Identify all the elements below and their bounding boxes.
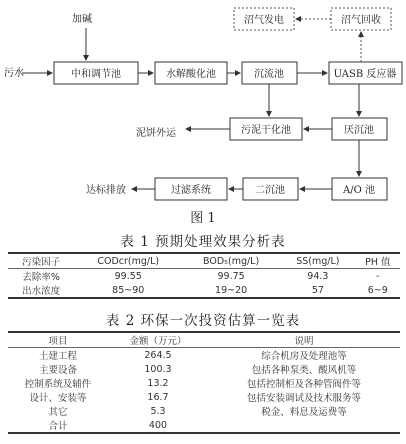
anaerobic-settling-node <box>332 118 387 140</box>
table-row <box>8 283 400 298</box>
table-row <box>8 269 400 284</box>
column-header: CODcr(mg/L) <box>74 253 182 269</box>
table-cell: 其它 <box>48 407 68 418</box>
table-cell: 控制系统及辅件 <box>24 379 92 390</box>
table-cell: 设计、安装等 <box>29 393 87 404</box>
table-cell: 100.3 <box>144 363 172 375</box>
table-row <box>8 362 400 376</box>
table-cell: 99.55 <box>114 270 142 282</box>
table-cell <box>208 418 400 433</box>
column-header: 金额（万元） <box>108 332 208 348</box>
column-header: 污染因子 <box>8 253 74 269</box>
table-cell: 出水浓度 <box>22 286 61 297</box>
sludge-drying-node <box>230 118 302 140</box>
table-row <box>8 404 400 418</box>
biogas-recovery-node <box>331 8 391 30</box>
table-row <box>8 348 400 363</box>
table-cell: 主要设备 <box>38 365 77 376</box>
svg-text:水解酸化池: 水解酸化池 <box>166 69 216 80</box>
table-cell: 税金、料息及运费等 <box>261 407 347 418</box>
svg-text:二沉池: 二沉池 <box>255 185 285 196</box>
alkali-label: 加碱 <box>72 14 92 25</box>
svg-text:沼气发电: 沼气发电 <box>244 15 284 26</box>
table-cell: 包括安装调试及技术服务等 <box>246 393 361 404</box>
uasb-reactor-node <box>329 62 402 84</box>
column-header: SS(mg/L) <box>280 253 356 269</box>
table-cell: 包括控制柜及各种管阀件等 <box>246 379 361 390</box>
table-cell: 264.5 <box>144 349 172 361</box>
svg-text:过滤系统: 过滤系统 <box>171 185 211 196</box>
table-cell: 19~20 <box>215 284 248 296</box>
svg-text:污泥干化池: 污泥干化池 <box>241 125 291 136</box>
sludge-out-label: 泥饼外运 <box>136 128 176 139</box>
table2-caption: 表 2 环保一次投资估算一览表 <box>105 313 301 329</box>
table-cell: 5.3 <box>150 405 166 417</box>
investment-estimate-table <box>8 331 400 434</box>
svg-text:厌沉池: 厌沉池 <box>344 125 374 136</box>
table-cell: 94.3 <box>307 270 329 282</box>
biogas-power-node <box>234 8 294 30</box>
svg-text:沼气回收: 沼气回收 <box>341 15 381 26</box>
column-header: 项目 <box>8 332 108 348</box>
table-cell: 400 <box>148 419 168 431</box>
table1-caption: 表 1 预期处理效果分析表 <box>120 234 286 250</box>
table-cell: 土建工程 <box>38 351 77 362</box>
figure-caption: 图 1 <box>190 211 216 226</box>
table-row <box>8 418 400 433</box>
table-header-row <box>8 332 400 348</box>
svg-text:沉流池: 沉流池 <box>254 69 284 80</box>
table-cell: 85~90 <box>112 284 145 296</box>
table-cell: - <box>376 270 380 282</box>
svg-text:A/O 池: A/O 池 <box>343 185 375 196</box>
treatment-effect-table <box>8 252 400 299</box>
table-cell: 16.7 <box>147 391 169 403</box>
table-cell: 综合机房及处理池等 <box>261 351 347 362</box>
secondary-settling-node <box>243 178 298 200</box>
discharge-label: 达标排放 <box>86 185 126 196</box>
table-cell: 包括各种泵类、酸风机等 <box>251 365 357 376</box>
table-row <box>8 390 400 404</box>
filter-system-node <box>155 178 227 200</box>
svg-text:UASB 反应器: UASB 反应器 <box>333 69 397 80</box>
ao-tank-node <box>332 178 387 200</box>
table-header-row <box>8 253 400 269</box>
table-cell: 去除率% <box>22 272 60 283</box>
table-row <box>8 376 400 390</box>
neutral-tank-node <box>54 62 138 84</box>
column-header: BOD₅(mg/L) <box>182 253 280 269</box>
svg-text:中和调节池: 中和调节池 <box>71 69 121 80</box>
hydrolysis-tank-node <box>155 62 227 84</box>
table-cell: 13.2 <box>147 377 169 389</box>
table-cell: 6~9 <box>367 284 388 296</box>
column-header: 说明 <box>208 332 400 348</box>
table-cell: 57 <box>311 284 324 296</box>
table-cell: 99.75 <box>217 270 245 282</box>
settling-tank-node <box>242 62 297 84</box>
table-cell: 合计 <box>48 421 68 432</box>
sewage-label: 污水 <box>4 68 24 79</box>
column-header: PH 值 <box>356 253 400 269</box>
